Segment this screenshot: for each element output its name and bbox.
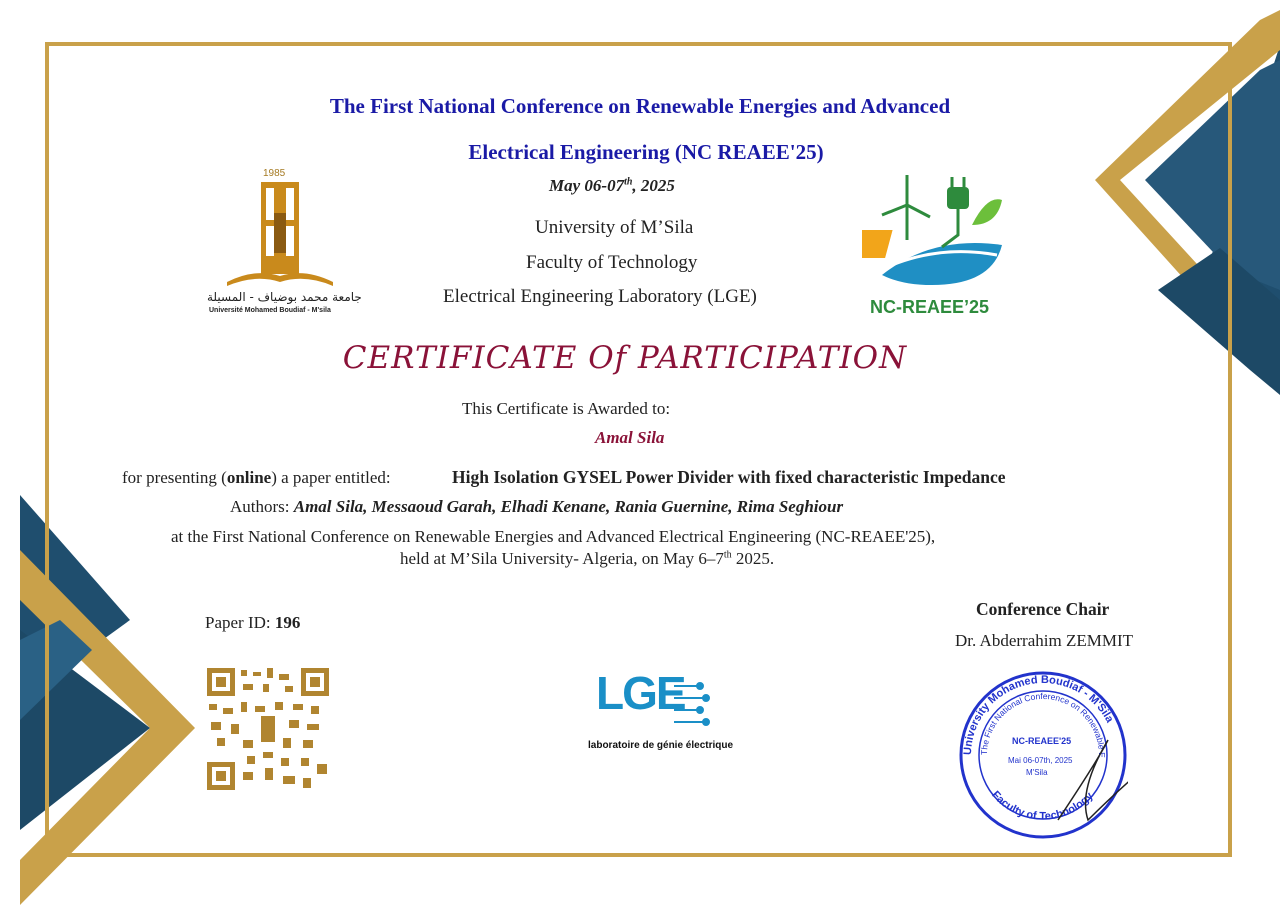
- conference-date: May 06-07th, 2025: [549, 176, 675, 195]
- svg-text:Faculty of Technology: [989, 789, 1096, 823]
- conference-title-line2: Electrical Engineering (NC REAEE'25): [468, 140, 824, 164]
- awarded-to-label: This Certificate is Awarded to:: [462, 399, 671, 418]
- presenting-line: for presenting (online) a paper entitled:: [122, 468, 391, 487]
- paper-title: High Isolation GYSEL Power Divider with fixed characteristic Impedance: [452, 467, 1006, 487]
- stamp-outer-text: University Mohamed Boudiaf - M'Sila: [961, 673, 1116, 756]
- stamp-circles: [958, 670, 1128, 840]
- stamp-bottom-text: Faculty of Technology: [989, 788, 1096, 823]
- conference-logo: NC-REAEE’25: [862, 165, 1007, 320]
- chair-name: Dr. Abderrahim ZEMMIT: [955, 631, 1133, 650]
- university-name: University of M’Sila: [535, 217, 694, 238]
- qr-code: [207, 668, 329, 790]
- renewable-energy-icon: [862, 165, 1007, 295]
- circuit-lines-icon: [588, 672, 718, 732]
- conference-line: at the First National Conference on Renewable Energies and Advanced Electrical Engineering (NC-REAEE'25),: [171, 527, 936, 546]
- authors-line: Authors: Amal Sila, Messaoud Garah, Elhadi Kenane, Rania Guernine, Rima Seghiour: [230, 497, 844, 516]
- chair-role: Conference Chair: [976, 599, 1110, 619]
- university-logo: 1985 جامعة محمد بوضياف - المسيلة Université Mohamed Boudiaf - M'sila: [205, 168, 355, 318]
- paper-id: Paper ID: 196: [205, 613, 301, 632]
- recipient-name: Amal Sila: [595, 428, 665, 447]
- conference-title-line1: The First National Conference on Renewable Energies and Advanced: [329, 94, 951, 118]
- faculty-name: Faculty of Technology: [526, 252, 698, 273]
- certificate-heading: CERTIFICATE Of PARTICIPATION: [342, 340, 908, 376]
- held-line: held at M’Sila University- Algeria, on May 6–7th 2025.: [400, 549, 775, 568]
- official-stamp: University Mohamed Boudiaf - M'Sila The First National Conference on Renewable E Faculty of Technology NC-REAEE'25 Mai 06-07th, 2025 M'Sila: [958, 670, 1128, 840]
- stamp-inner-text: The First National Conference on Renewable E: [978, 690, 1108, 758]
- laboratory-name: Electrical Engineering Laboratory (LGE): [443, 286, 757, 307]
- lge-logo: LGE laboratoire de génie électrique: [588, 667, 734, 751]
